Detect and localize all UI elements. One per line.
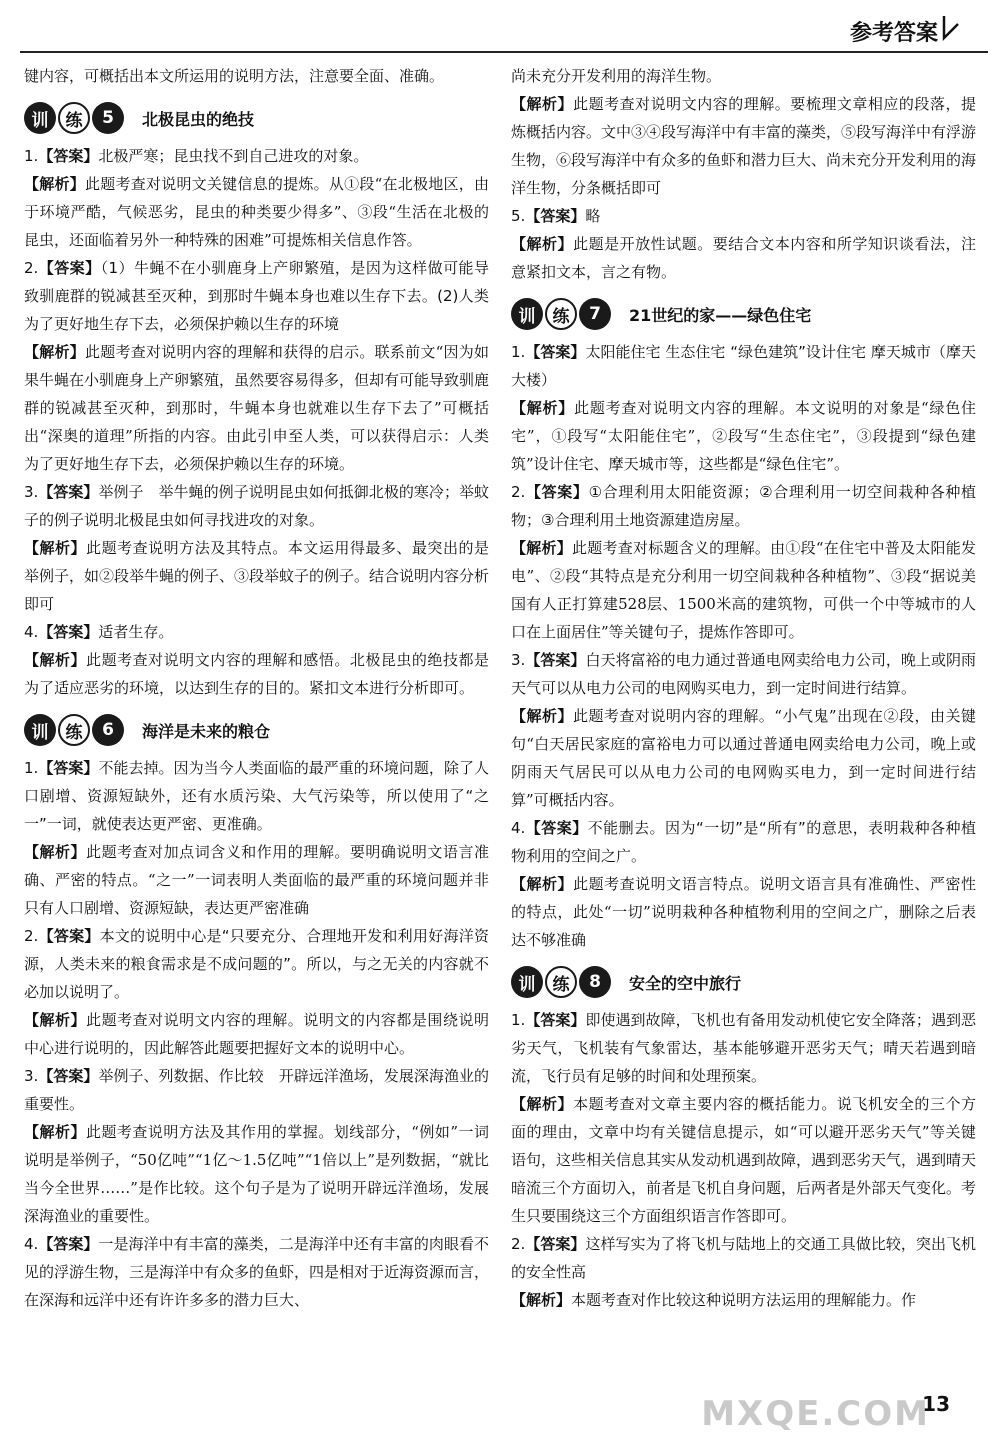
explanation-label: 【解析】 xyxy=(511,875,574,893)
paragraph-text: 略 xyxy=(585,207,601,225)
right-column xyxy=(511,62,976,1314)
paragraph-text: 此题考查说明文语言特点。说明文语言具有准确性、严密性的特点，此处“一切”说明栽种各种植物利用的空间之广，删除之后表达不够准确 xyxy=(511,875,976,949)
corner-check-icon xyxy=(940,12,960,42)
section-badge-char: 练 xyxy=(58,102,90,134)
paragraph-text: （1）牛蝇不在小驯鹿身上产卵繁殖，是因为这样做可能导致驯鹿群的锐减甚至灭种，到那时牛蝇本身也难以生存下去。(2)人类为了更好地生存下去，必须保护赖以生存的环境 xyxy=(24,259,489,333)
question-number: 2. xyxy=(511,483,526,501)
explanation-label: 【解析】 xyxy=(24,1123,86,1141)
explanation-paragraph xyxy=(511,870,976,954)
section-number: 5 xyxy=(92,102,124,134)
answer-label: 【答案】 xyxy=(38,927,100,945)
answer-paragraph xyxy=(511,202,976,230)
explanation-label: 【解析】 xyxy=(511,707,573,725)
section-badge-char: 练 xyxy=(545,966,577,998)
explanation-label: 【解析】 xyxy=(24,343,85,361)
answer-label: 【答案】 xyxy=(38,147,99,165)
explanation-paragraph xyxy=(24,646,489,702)
answer-paragraph xyxy=(511,1006,976,1090)
explanation-label: 【解析】 xyxy=(511,399,575,417)
explanation-label: 【解析】 xyxy=(511,539,572,557)
answer-label: 【答案】 xyxy=(38,259,101,277)
answer-paragraph xyxy=(511,646,976,702)
question-number: 2. xyxy=(24,259,39,277)
section-heading xyxy=(24,712,489,748)
paragraph-text: 白天将富裕的电力通过普通电网卖给电力公司，晚上或阴雨天气可以从电力公司的电网购买电力，到一定时间进行结算。 xyxy=(511,651,976,697)
section-heading xyxy=(511,296,976,332)
section-number: 8 xyxy=(579,966,611,998)
answer-label: 【答案】 xyxy=(38,483,99,501)
section-heading xyxy=(24,100,489,136)
paragraph-text: 本题考查对文章主要内容的概括能力。说飞机安全的三个方面的理由，文章中均有关键信息提示，如“可以避开恶劣天气”等关键语句，这些相关信息其实从发动机遇到故障，遇到恶劣天气，遇到晴天暗流三个方面切入，前者是飞机自身问题，后两者是外部天气变化。考生只要围绕这三个方面组织语言作答即可。 xyxy=(511,1095,977,1225)
explanation-paragraph xyxy=(24,1118,489,1230)
section-title: 北极昆虫的绝技 xyxy=(142,109,255,129)
paragraph-text: 本文的说明中心是“只要充分、合理地开发和利用好海洋资源，人类未来的粮食需求是不成问题的”。所以，与之无关的内容就不必加以说明了。 xyxy=(24,927,489,1001)
section-badge-char: 训 xyxy=(24,102,56,134)
paragraph-text: 此题考查对说明内容的理解。“小气鬼”出现在②段，由关键句“白天居民家庭的富裕电力可以通过普通电网卖给电力公司，晚上或阴雨天气居民可以从电力公司的电网购买电力，到一定时间进行结算”可概括内容。 xyxy=(511,707,976,809)
answer-paragraph xyxy=(511,814,976,870)
question-number: 4. xyxy=(511,819,526,837)
question-number: 4. xyxy=(24,623,39,641)
paragraph-text: 这样写实为了将飞机与陆地上的交通工具做比较，突出飞机的安全性高 xyxy=(511,1235,976,1281)
section-badge-char: 训 xyxy=(511,298,543,330)
answer-label: 【答案】 xyxy=(38,1235,99,1253)
answer-label: 【答案】 xyxy=(38,1067,99,1085)
paragraph-text: 此题考查对说明内容的理解和获得的启示。联系前文“因为如果牛蝇在小驯鹿身上产卵繁殖，虽然要容易得多，但却有可能导致驯鹿群的锐减甚至灭种，到那时，牛蝇本身也就难以生存下去了”可概括出“深奥的道理”所指的内容。由此引申至人类，可以获得启示：人类为了更好地生存下去，必须保护赖以生存的环境。 xyxy=(24,343,490,473)
explanation-paragraph xyxy=(511,1090,976,1230)
question-number: 3. xyxy=(511,651,526,669)
paragraph-text: 适者生存。 xyxy=(98,623,174,641)
paragraph-text: 此题考查说明方法及其特点。本文运用得最多、最突出的是举例子，如②段举牛蝇的例子、③段举蚊子的例子。结合说明内容分析即可 xyxy=(24,539,490,613)
paragraph-text: 此题考查对说明文内容的理解。说明文的内容都是围绕说明中心进行说明的，因此解答此题要把握好文本的说明中心。 xyxy=(24,1011,489,1057)
answer-label: 【答案】 xyxy=(38,623,99,641)
paragraph-text: 北极严寒；昆虫找不到自己进攻的对象。 xyxy=(98,147,369,165)
paragraph-text: 此题考查说明方法及其作用的掌握。划线部分，“例如”一词说明是举例子，“50亿吨”“1亿～1.5亿吨”“1倍以上”是列数据，“就比当今全世界……”是作比较。这个句子是为了说明开辟远洋渔场，发展深海渔业的重要性。 xyxy=(24,1123,489,1225)
answer-label: 【答案】 xyxy=(525,343,586,361)
paragraph-text: 尚未充分开发利用的海洋生物。 xyxy=(511,67,722,85)
explanation-paragraph xyxy=(24,170,489,254)
question-number: 4. xyxy=(24,1235,39,1253)
page-number: 13 xyxy=(922,1392,950,1416)
explanation-label: 【解析】 xyxy=(24,539,87,557)
answer-label: 【答案】 xyxy=(525,483,589,501)
paragraph-text: 键内容，可概括出本文所运用的说明方法，注意要全面、准确。 xyxy=(24,67,445,85)
answer-paragraph xyxy=(24,142,489,170)
section-number: 6 xyxy=(92,714,124,746)
section-title: 海洋是未来的粮仓 xyxy=(142,721,271,741)
answer-paragraph xyxy=(24,478,489,534)
section-heading xyxy=(511,964,976,1000)
question-number: 1. xyxy=(24,759,39,777)
section-badge-char: 练 xyxy=(58,714,90,746)
explanation-paragraph xyxy=(24,838,489,922)
section-title: 安全的空中旅行 xyxy=(629,973,742,993)
explanation-paragraph xyxy=(24,62,489,90)
header-title: 参考答案 xyxy=(849,21,938,46)
explanation-label: 【解析】 xyxy=(511,1291,572,1309)
explanation-paragraph xyxy=(511,702,976,814)
paragraph-text: 一是海洋中有丰富的藻类，二是海洋中还有丰富的肉眼看不见的浮游生物，三是海洋中有众多的鱼虾，四是相对于近海资源而言，在深海和远洋中还有许许多多的潜力巨大、 xyxy=(24,1235,490,1309)
explanation-paragraph xyxy=(24,1006,489,1062)
answer-label: 【答案】 xyxy=(525,1235,586,1253)
paragraph-text: 即使遇到故障，飞机也有备用发动机使它安全降落；遇到恶劣天气，飞机装有气象雷达，基本能够避开恶劣天气；晴天若遇到暗流，飞行员有足够的时间和处理预案。 xyxy=(511,1011,976,1085)
paragraph-text: ①合理利用太阳能资源；②合理利用一切空间栽种各种植物；③合理利用土地资源建造房屋。 xyxy=(511,483,976,529)
page-header xyxy=(0,0,1000,60)
paragraph-text: 举例子、列数据、作比较 开辟远洋渔场，发展深海渔业的重要性。 xyxy=(24,1067,489,1113)
answer-paragraph xyxy=(24,1230,489,1314)
explanation-label: 【解析】 xyxy=(24,651,87,669)
question-number: 5. xyxy=(511,207,526,225)
explanation-label: 【解析】 xyxy=(24,843,87,861)
explanation-label: 【解析】 xyxy=(511,95,574,113)
answer-label: 【答案】 xyxy=(525,819,588,837)
answer-label: 【答案】 xyxy=(525,1011,586,1029)
paragraph-text: 此题考查对说明文内容的理解。本文说明的对象是“绿色住宅”，①段写“太阳能住宅”，②段写“生态住宅”，③段提到“绿色建筑”设计住宅、摩天城市等，这些都是“绿色住宅”。 xyxy=(511,399,976,473)
explanation-label: 【解析】 xyxy=(24,175,85,193)
paragraph-text: 此题考查对说明文内容的理解和感悟。北极昆虫的绝技都是为了适应恶劣的环境，以达到生存的目的。紧扣文本进行分析即可。 xyxy=(24,651,489,697)
section-badge-char: 训 xyxy=(24,714,56,746)
question-number: 1. xyxy=(511,1011,526,1029)
explanation-paragraph xyxy=(511,90,976,202)
answer-paragraph xyxy=(511,1230,976,1286)
paragraph-text: 举例子 举牛蝇的例子说明昆虫如何抵御北极的寒冷；举蚊子的例子说明北极昆虫如何寻找进攻的对象。 xyxy=(24,483,489,529)
paragraph-text: 不能去掉。因为当今人类面临的最严重的环境问题，除了人口剧增、资源短缺外，还有水质污染、大气污染等，所以使用了“之一”一词，就使表达更严密、更准确。 xyxy=(24,759,489,833)
explanation-paragraph xyxy=(511,1286,976,1314)
explanation-paragraph xyxy=(511,394,976,478)
question-number: 2. xyxy=(24,927,39,945)
left-column xyxy=(24,62,489,1314)
answer-paragraph xyxy=(24,754,489,838)
paragraph-text: 太阳能住宅 生态住宅 “绿色建筑”设计住宅 摩天城市（摩天大楼） xyxy=(511,343,976,389)
answer-paragraph xyxy=(24,254,489,338)
answer-paragraph xyxy=(24,1062,489,1118)
explanation-label: 【解析】 xyxy=(24,1011,87,1029)
paragraph-text: 此题考查对加点词含义和作用的理解。要明确说明文语言准确、严密的特点。“之一”一词表明人类面临的最严重的环境问题并非只有人口剧增、资源短缺，表达更严密准确 xyxy=(24,843,489,917)
paragraph-text: 本题考查对作比较这种说明方法运用的理解能力。作 xyxy=(571,1291,917,1309)
question-number: 1. xyxy=(511,343,526,361)
paragraph-text: 此题考查对标题含义的理解。由①段“在住宅中普及太阳能发电”、②段“其特点是充分利用一切空间栽种各种植物”、③段“据说美国有人正打算建528层、1500米高的建筑物，可供一个中等城市的人口在上面居住”等关键句子，提炼作答即可。 xyxy=(511,539,976,641)
header-divider xyxy=(20,51,988,53)
answer-paragraph xyxy=(24,922,489,1006)
paragraph-text: 不能删去。因为“一切”是“所有”的意思，表明栽种各种植物利用的空间之广。 xyxy=(511,819,976,865)
explanation-paragraph xyxy=(511,230,976,286)
explanation-label: 【解析】 xyxy=(511,235,574,253)
site-watermark: MXQE.COM xyxy=(701,1394,930,1434)
answer-paragraph xyxy=(24,618,489,646)
explanation-paragraph xyxy=(511,534,976,646)
section-title: 21世纪的家——绿色住宅 xyxy=(629,305,812,325)
answer-paragraph xyxy=(511,338,976,394)
answer-label: 【答案】 xyxy=(525,207,586,225)
section-badge-char: 训 xyxy=(511,966,543,998)
explanation-label: 【解析】 xyxy=(511,1095,574,1113)
section-number: 7 xyxy=(579,298,611,330)
paragraph-text: 此题考查对说明文内容的理解。要梳理文章相应的段落，提炼概括内容。文中③④段写海洋中有丰富的藻类，⑤段写海洋中有浮游生物，⑥段写海洋中有众多的鱼虾和潜力巨大、尚未充分开发利用的海洋生物，分条概括即可 xyxy=(511,95,977,197)
question-number: 1. xyxy=(24,147,39,165)
answer-label: 【答案】 xyxy=(525,651,586,669)
question-number: 3. xyxy=(24,1067,39,1085)
answer-paragraph xyxy=(511,478,976,534)
section-badge-char: 练 xyxy=(545,298,577,330)
paragraph-text: 此题考查对说明文关键信息的提炼。从①段“在北极地区，由于环境严酷，气候恶劣，昆虫的种类要少得多”、③段“生活在北极的昆虫，还面临着另外一种特殊的困难”可提炼相关信息作答。 xyxy=(24,175,489,249)
explanation-paragraph xyxy=(24,534,489,618)
answer-label: 【答案】 xyxy=(38,759,99,777)
paragraph-text: 此题是开放性试题。要结合文本内容和所学知识谈看法，注意紧扣文本，言之有物。 xyxy=(511,235,976,281)
explanation-paragraph xyxy=(24,338,489,478)
question-number: 3. xyxy=(24,483,39,501)
answer-paragraph xyxy=(511,62,976,90)
question-number: 2. xyxy=(511,1235,526,1253)
